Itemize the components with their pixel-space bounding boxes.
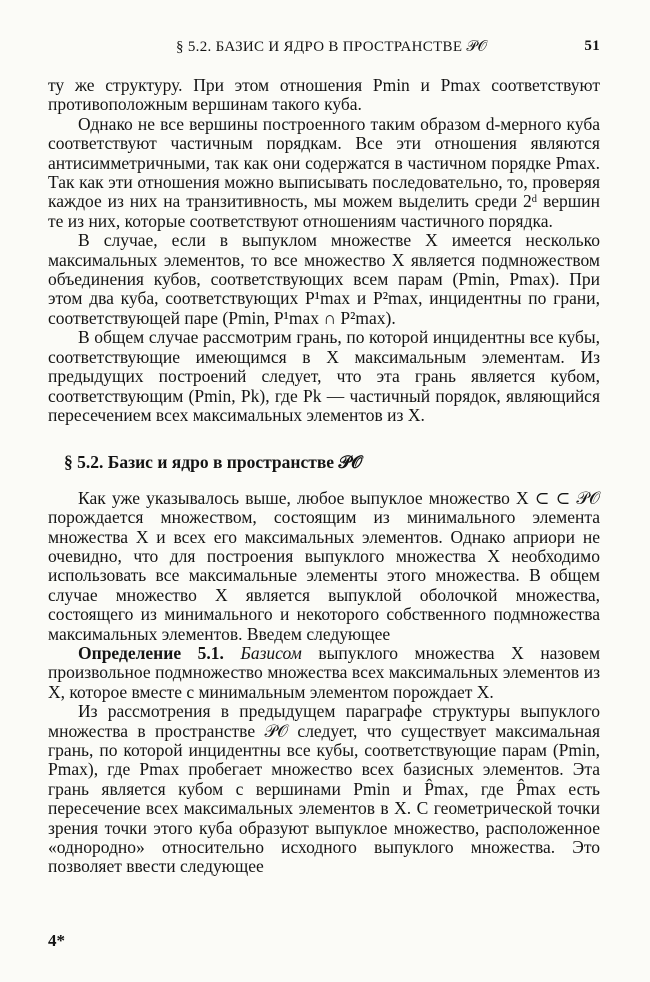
paragraph-3: В случае, если в выпуклом множестве X имеется несколько максимальных элементов, то все множество X является подмножеством объединения кубов, соответствующих всем парам (Pmin, Pmax). При этом два куба, соответствующих P¹max и P²max, инцидентны по грани, соответствующей паре (Pmin, P¹max ∩ P²max). [48, 230, 600, 328]
paragraph-2: Однако не все вершины построенного таким образом d-мерного куба соответствуют частичным порядкам. Все эти отношения являются антисимметричными, так как они содержатся в частичном порядке Pmax. Так как эти отношения можно выписывать последовательно, то, проверяя каждое из них на транзитивность, мы можем выделить среди 2ᵈ вершин те из них, которые соответствуют отношениям частичного порядка. [48, 113, 600, 231]
paragraph-1: ту же структуру. При этом отношения Pmin и Pmax соответствуют противоположным вершинам такого куба. [48, 75, 600, 115]
final-paragraph: Из рассмотрения в предыдущем параграфе структуры выпуклого множества в пространстве 𝒫𝒪 следует, что существует максимальная грань, по которой инцидентны все кубы, соответствующие парам (Pmin, Pmax), где Pmax пробегает множество всех базисных элементов. Эта грань является кубом с вершинами Pmin и P̂max, где P̂max есть пересечение всех максимальных элементов в X. С геометрической точки зрения точки этого куба образуют выпуклое множество, расположенное «однородно» относительно исходного выпуклого множества. Это позволяет ввести следующее [48, 701, 600, 877]
section-heading: § 5.2. Базис и ядро в пространстве 𝒫𝒪 [64, 452, 363, 473]
running-head-title: § 5.2. БАЗИС И ЯДРО В ПРОСТРАНСТВЕ 𝒫𝒪 [176, 39, 488, 55]
page-number: 51 [584, 38, 600, 54]
page-body [48, 76, 600, 877]
section-paragraph-1: Как уже указывалось выше, любое выпуклое множество X ⊂ ⊂ 𝒫𝒪 порождается множеством, состоящим из минимального элемента множества X и всех его максимальных элементов. Однако априори не очевидно, что для построения выпуклого множества X необходимо использовать все максимальные элементы этого множества. В общем случае множество X является выпуклой оболочкой множества, состоящего из минимального и некоторого собственного подмножества максимальных элементов. Введем следующее [48, 487, 600, 644]
definition-term: Базисом [240, 642, 302, 663]
definition [48, 644, 600, 702]
paragraph-4: В общем случае рассмотрим грань, по которой инцидентны все кубы, соответствующие имеющимся в X максимальным элементам. Из предыдущих построений следует, что эта грань является кубом, соответствующим (Pmin, Pk), где Pk — частичный порядок, являющийся пересечением всех максимальных элементов из X. [48, 327, 600, 425]
definition-label: Определение 5.1. [78, 642, 224, 663]
signature-mark: 4* [48, 931, 65, 950]
definition-text: выпуклого множества X назовем произвольное подмножество множества всех максимальных элементов из X, которое вместе с минимальным элементом порождает X. [48, 642, 601, 702]
